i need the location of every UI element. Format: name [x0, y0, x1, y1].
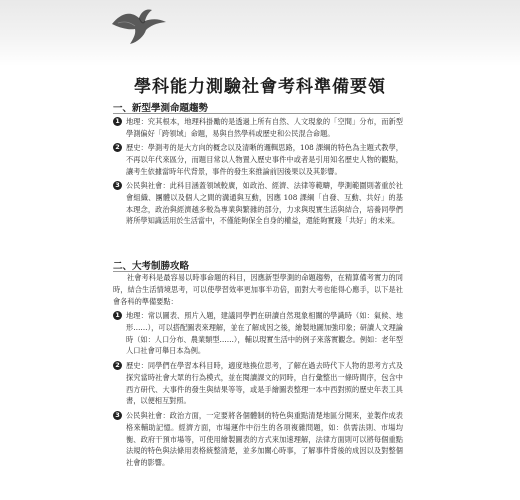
list-item	[113, 410, 403, 469]
list-item	[113, 310, 403, 357]
intro-paragraph: 社會考科是最容易以時事命題的科目，因應新型學測的命題趨勢，在精算備考實力的同時，結合生活情境思考，可以使學習效率更加事半功倍，面對大考也能得心應手，以下是社會各科的準備要點：	[113, 273, 403, 306]
item-text: 歷史：學測考的是大方向的概念以及清晰的邏輯思路，108 課綱的特色為主題式教學，不再以年代來區分，而題目常以人物置入歷史事件中或者是引用知名歷史人物的觀點，讓考生依據當時年代背景，事件的發生來推論前因後果以及其影響。	[126, 143, 403, 176]
list-item	[113, 180, 403, 227]
item-text: 地理：究其根本，地理科掛勵的是透過上所有自然、人文現象的「空間」分布，而新型學測偏好「跨領域」命題，易與自然學科或歷史和公民混合命題。	[126, 117, 403, 138]
section-heading-strategy: 二、大考制勝攻略	[113, 261, 190, 272]
page-title: 學科能力測驗社會考科準備要領	[134, 77, 386, 97]
section-heading-trends: 一、新型學測命題趨勢	[113, 103, 209, 114]
item-text: 地理：常以圖表、照片入題，建議同學們在研讀自然現象相關的學識時（如：氣候、地形……），可以搭配圖表來理解，並在了解成因之後，繪製地圖加強印象；研讀人文理論時（如：人口分布、農業類型……），輔以現實生活中的例子來落實觀念。例如：老年型人口社會可舉日本為例。	[126, 311, 403, 356]
list-item	[113, 142, 403, 177]
item-number-badge: 3	[113, 181, 122, 190]
section-divider	[113, 113, 400, 114]
item-text: 歷史：同學們在學習本科目時，適度地換位思考，了解在過去時代下人物的思考方式及探究當時社會大眾的行為模式，並在閱讀課文的同時，自行彙整出一條時間序，包含中西方研代、大事件的發生與結果等等，或是手繪圖表整理一本中西對照的歷史年表工具書，以便相互對照。	[126, 361, 403, 406]
item-number-badge: 1	[113, 311, 122, 320]
item-text: 公民與社會：政治方面，一定要將各個體制的特色與重點清楚地區分開來，並製作成表格來輔助記憶。經濟方面，市場運作中衍生的各項複雜問題，如：供需法則、市場均衡、政府干預市場等，可使用繪製圖表的方式來加速理解，法律方面則可以將每個重點法規的特色與法條用表格統整清楚，並多加關心時事，了解事件背後的成因以及對整個社會的影響。	[126, 411, 403, 468]
list-item	[113, 360, 403, 407]
item-text: 公民與社會：此科目涵蓋領域較廣，如政治、經濟、法律等範疇，學測範圍則著重於社會組織、團體以及個人之間的溝通與互動，因應 108 課綱「自發、互動、共好」的基本理念，政治與經濟越多較為專業與繁雜的部分，力求與現實生活與結合，培養同學們將所學知識活用於生活當中，不僅能夠保全自身的權益，還能夠實踐「共好」的未來。	[126, 181, 403, 226]
list-item	[113, 116, 403, 140]
eagle-icon	[110, 4, 168, 46]
header-band	[0, 0, 520, 66]
item-number-badge: 1	[113, 117, 122, 126]
item-number-badge: 3	[113, 411, 122, 420]
item-number-badge: 2	[113, 143, 122, 152]
item-number-badge: 2	[113, 361, 122, 370]
